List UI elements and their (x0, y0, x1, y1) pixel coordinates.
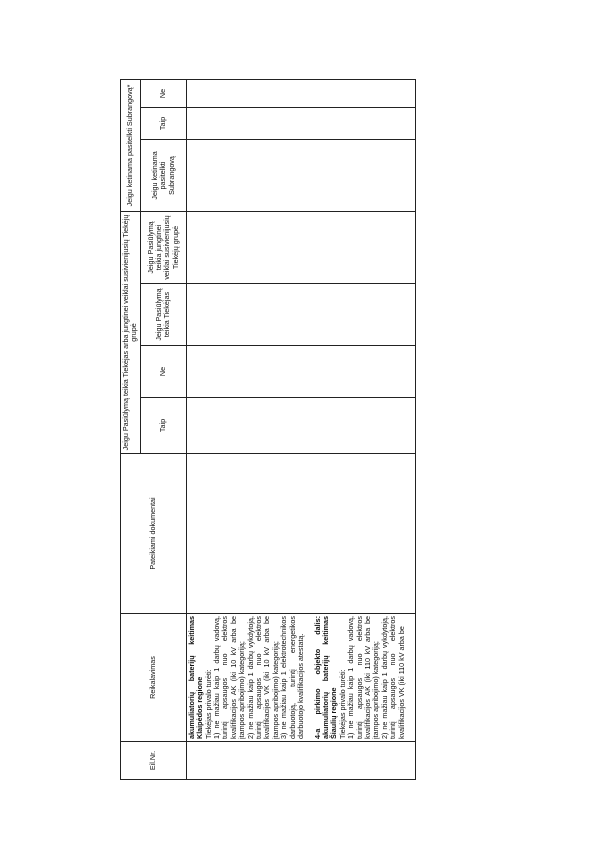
requirement-item: 2) ne mažiau kaip 1 darbų vykdytoją, turintį apsaugos nuo elektros kvalifikacijos VK (iki 10 kV arba be įtampos apribojimo) kategoriją; (245, 616, 280, 739)
requirement-item: 1) ne mažiau kaip 1 darbų vadovą, turintį apsaugos nuo elektros kvalifikacijos AK (iki 110 kV arba be įtampos apribojimo) kategoriją; (346, 616, 381, 739)
cell-requirement (186, 614, 415, 742)
header-supplier-group: Jeigu Pasiūlymą teikia Tiekėjas arba jungtinei veiklai susivienijusių Tiekėjų grupė (121, 211, 141, 453)
rotated-table-container (120, 80, 580, 780)
header-nr: Eil.Nr. (121, 742, 187, 780)
header-requirement: Reikalavimas (121, 614, 187, 742)
header-taip-2: Taip (140, 107, 186, 139)
header-taip: Taip (140, 398, 186, 454)
cell-taip-2 (186, 107, 415, 139)
requirement-title-2: 4-a pirkimo objekto dalis: akumuliatorių baterijų keitimas Šiaulių regione (312, 616, 339, 739)
cell-nr (186, 742, 415, 780)
header-if-supplier: Jeigu Pasiūlymą teikia Tiekėjas (140, 284, 186, 346)
cell-if-supplier (186, 284, 415, 346)
header-if-group: Jeigu Pasiūlymą teikia jungtinei veiklai susivienijusių Tiekėjų grupė (140, 211, 186, 283)
requirement-intro-2: Tiekėjas privalo turėti: (337, 669, 347, 739)
requirement-item: 2) ne mažiau kaip 1 darbų vykdytoją, turintį apsaugos nuo elektros kvalifikacijos VK (iki 110 kV arba be (379, 616, 406, 739)
header-if-sub: Jeigu ketinama pasitelkti Subrangovą (140, 139, 186, 211)
requirement-block-1 (188, 616, 306, 739)
header-ne: Ne (140, 346, 186, 398)
table-row (186, 79, 415, 779)
cell-ne (186, 346, 415, 398)
cell-ne-2 (186, 79, 415, 107)
cell-if-group (186, 211, 415, 283)
requirement-item: 1) ne mažiau kaip 1 darbų vadovą, turintį apsaugos nuo elektros kvalifikacijos AK (iki 10 kV arba be įtampos apribojimo) kategoriją; (212, 616, 247, 739)
cell-documents (186, 454, 415, 614)
header-documents: Pateikiami dokumentai (121, 454, 187, 614)
requirements-table (120, 79, 416, 780)
header-subcontractor: Jeigu ketinama pasitelkti Subrangovą* (121, 79, 141, 211)
header-ne-2: Ne (140, 79, 186, 107)
requirement-title-1: akumuliatorių baterijų keitimas Klaipėdos regione (186, 616, 205, 739)
requirement-block-2 (314, 616, 406, 739)
requirement-item: 3) ne mažiau kaip 1 elektrotechnikos darbuotoją, turintį energetikos darbuotojo kvalifikacijos atestatą. (279, 616, 306, 739)
requirement-intro-1: Tiekėjas privalo turėti: (203, 669, 213, 739)
cell-if-sub (186, 139, 415, 211)
cell-taip (186, 398, 415, 454)
